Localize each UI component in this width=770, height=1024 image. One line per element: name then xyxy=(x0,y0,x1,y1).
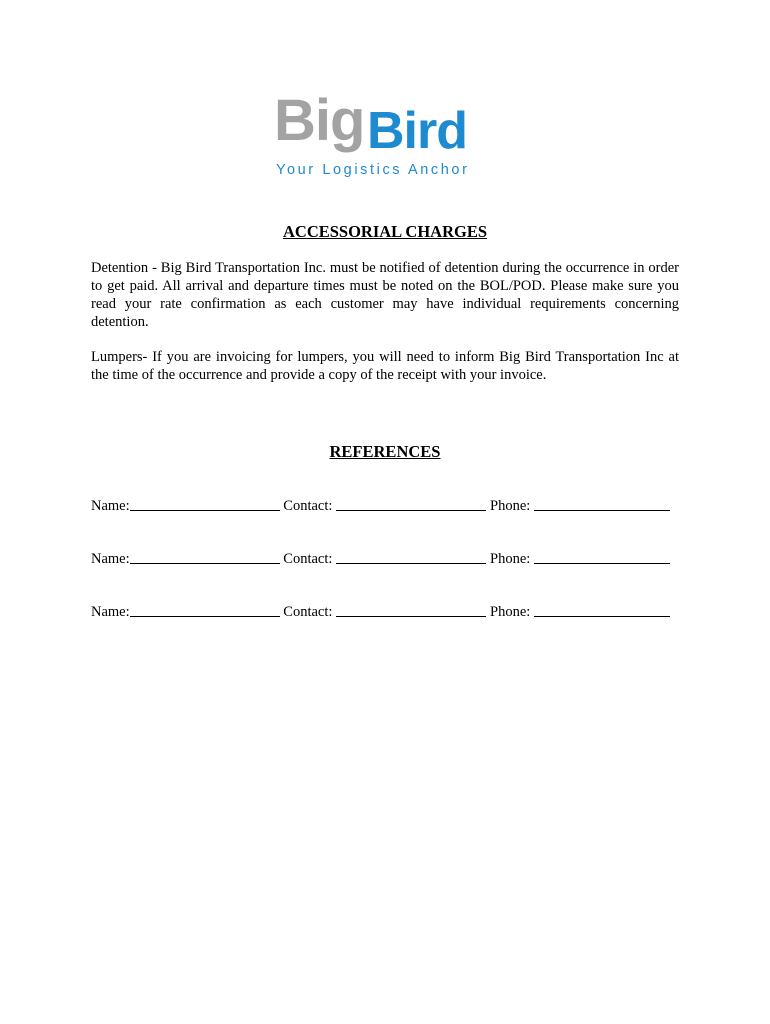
lumpers-paragraph: Lumpers- If you are invoicing for lumpers, you will need to inform Big Bird Transportation Inc at the time of the occurrence and provide a copy of the receipt with your invoice. xyxy=(91,349,679,383)
name-label: Name: xyxy=(91,604,130,620)
company-logo xyxy=(272,88,502,186)
references-heading: REFERENCES xyxy=(329,442,441,461)
name-label: Name: xyxy=(91,498,130,514)
reference-row xyxy=(91,550,691,568)
accessorial-charges-heading: ACCESSORIAL CHARGES xyxy=(282,222,487,241)
detention-paragraph: Detention - Big Bird Transportation Inc. must be notified of detention during the occurrence in order to get paid. All arrival and departure times must be noted on the BOL/POD. Please make sure you read your rate confirmation as each customer may have individual requirements concerning detention. xyxy=(91,260,679,330)
logo-word-bird: Bird xyxy=(367,102,467,160)
phone-label: Phone: xyxy=(490,604,531,620)
contact-label: Contact: xyxy=(283,604,333,620)
phone-field[interactable] xyxy=(534,603,670,617)
contact-label: Contact: xyxy=(283,551,333,567)
name-label: Name: xyxy=(91,551,130,567)
name-field[interactable] xyxy=(130,497,280,511)
phone-label: Phone: xyxy=(490,551,531,567)
name-field[interactable] xyxy=(130,550,280,564)
reference-row xyxy=(91,497,691,515)
contact-field[interactable] xyxy=(336,550,486,564)
phone-field[interactable] xyxy=(534,497,670,511)
logo-tagline: Your Logistics Anchor xyxy=(276,162,470,178)
phone-field[interactable] xyxy=(534,550,670,564)
contact-field[interactable] xyxy=(336,497,486,511)
reference-row xyxy=(91,603,691,621)
name-field[interactable] xyxy=(130,603,280,617)
phone-label: Phone: xyxy=(490,498,531,514)
contact-label: Contact: xyxy=(283,498,333,514)
contact-field[interactable] xyxy=(336,603,486,617)
logo-word-big: Big xyxy=(274,88,365,153)
